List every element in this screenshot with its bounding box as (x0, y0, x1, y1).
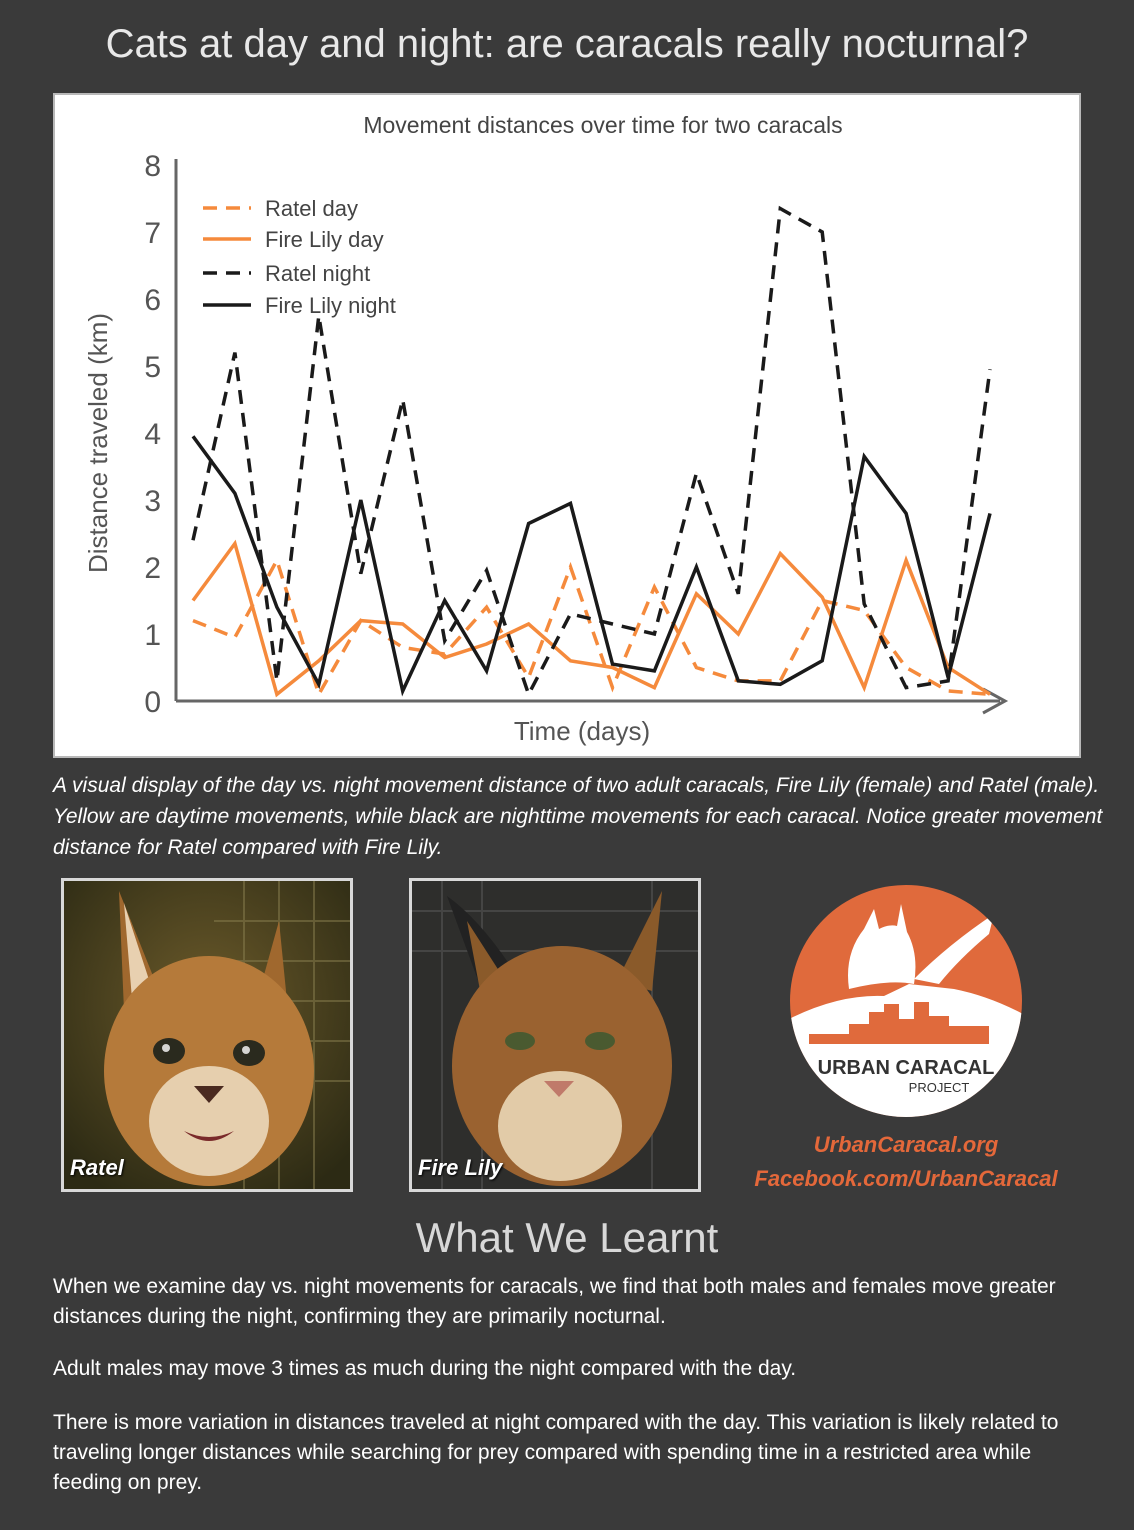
section-heading: What We Learnt (415, 1214, 719, 1261)
logo-text-line1: URBAN CARACAL (817, 1057, 995, 1079)
x-axis-label: Time (days) (513, 716, 651, 746)
logo-text-line2: PROJECT (908, 1080, 970, 1095)
y-tick-label: 6 (144, 284, 161, 317)
legend-label: Ratel day (265, 196, 358, 221)
y-tick-label: 2 (144, 552, 161, 585)
legend (203, 196, 396, 318)
y-tick-label: 7 (144, 217, 161, 250)
legend-label: Fire Lily day (265, 227, 384, 252)
paragraph-2: Adult males may move 3 times as much during the night compared with the day. (53, 1357, 797, 1380)
urban-caracal-logo (789, 884, 1023, 1118)
legend-label: Ratel night (265, 261, 371, 286)
photo-label-fire-lily: Fire Lily (418, 1155, 503, 1180)
chart-panel (53, 93, 1081, 758)
paragraph-1: When we examine day vs. night movements for caracals, we find that both males and females move greater distances during the night, confirming they are primarily nocturnal. (53, 1275, 1056, 1328)
website-link[interactable]: UrbanCaracal.org (813, 1132, 999, 1157)
photo-ratel (61, 878, 353, 1192)
y-tick-label: 5 (144, 351, 161, 384)
y-tick-label: 3 (144, 485, 161, 518)
series-line-fire-lily-night (193, 436, 990, 691)
photo-fire-lily (409, 878, 701, 1192)
chart-caption: A visual display of the day vs. night movement distance of two adult caracals, Fire Lily (female) and Ratel (male). Yellow are daytime movements, while black are nighttime movements for each caracal. Notice greater movement distance for Ratel compared with Fire Lily. (53, 774, 1103, 859)
caracal-portrait-fire-lily (412, 881, 698, 1189)
legend-label: Fire Lily night (265, 293, 396, 318)
photo-label-ratel: Ratel (70, 1155, 124, 1180)
paragraph-3: There is more variation in distances traveled at night compared with the day. This variation is likely related to traveling longer distances while searching for prey compared with spending time in a restricted area while feeding on prey. (53, 1411, 1059, 1494)
y-tick-label: 1 (144, 619, 161, 652)
links (720, 1128, 1092, 1196)
y-axis-label: Distance traveled (km) (83, 312, 113, 574)
y-tick-label: 0 (144, 686, 161, 719)
y-tick-labels (144, 150, 161, 719)
facebook-link[interactable]: Facebook.com/UrbanCaracal (754, 1166, 1058, 1191)
line-chart (55, 95, 1079, 756)
y-tick-label: 8 (144, 150, 161, 183)
caracal-portrait-ratel (64, 881, 350, 1189)
chart-title: Movement distances over time for two caracals (363, 112, 843, 138)
y-tick-label: 4 (144, 418, 161, 451)
page-title: Cats at day and night: are caracals really nocturnal? (105, 22, 1029, 66)
